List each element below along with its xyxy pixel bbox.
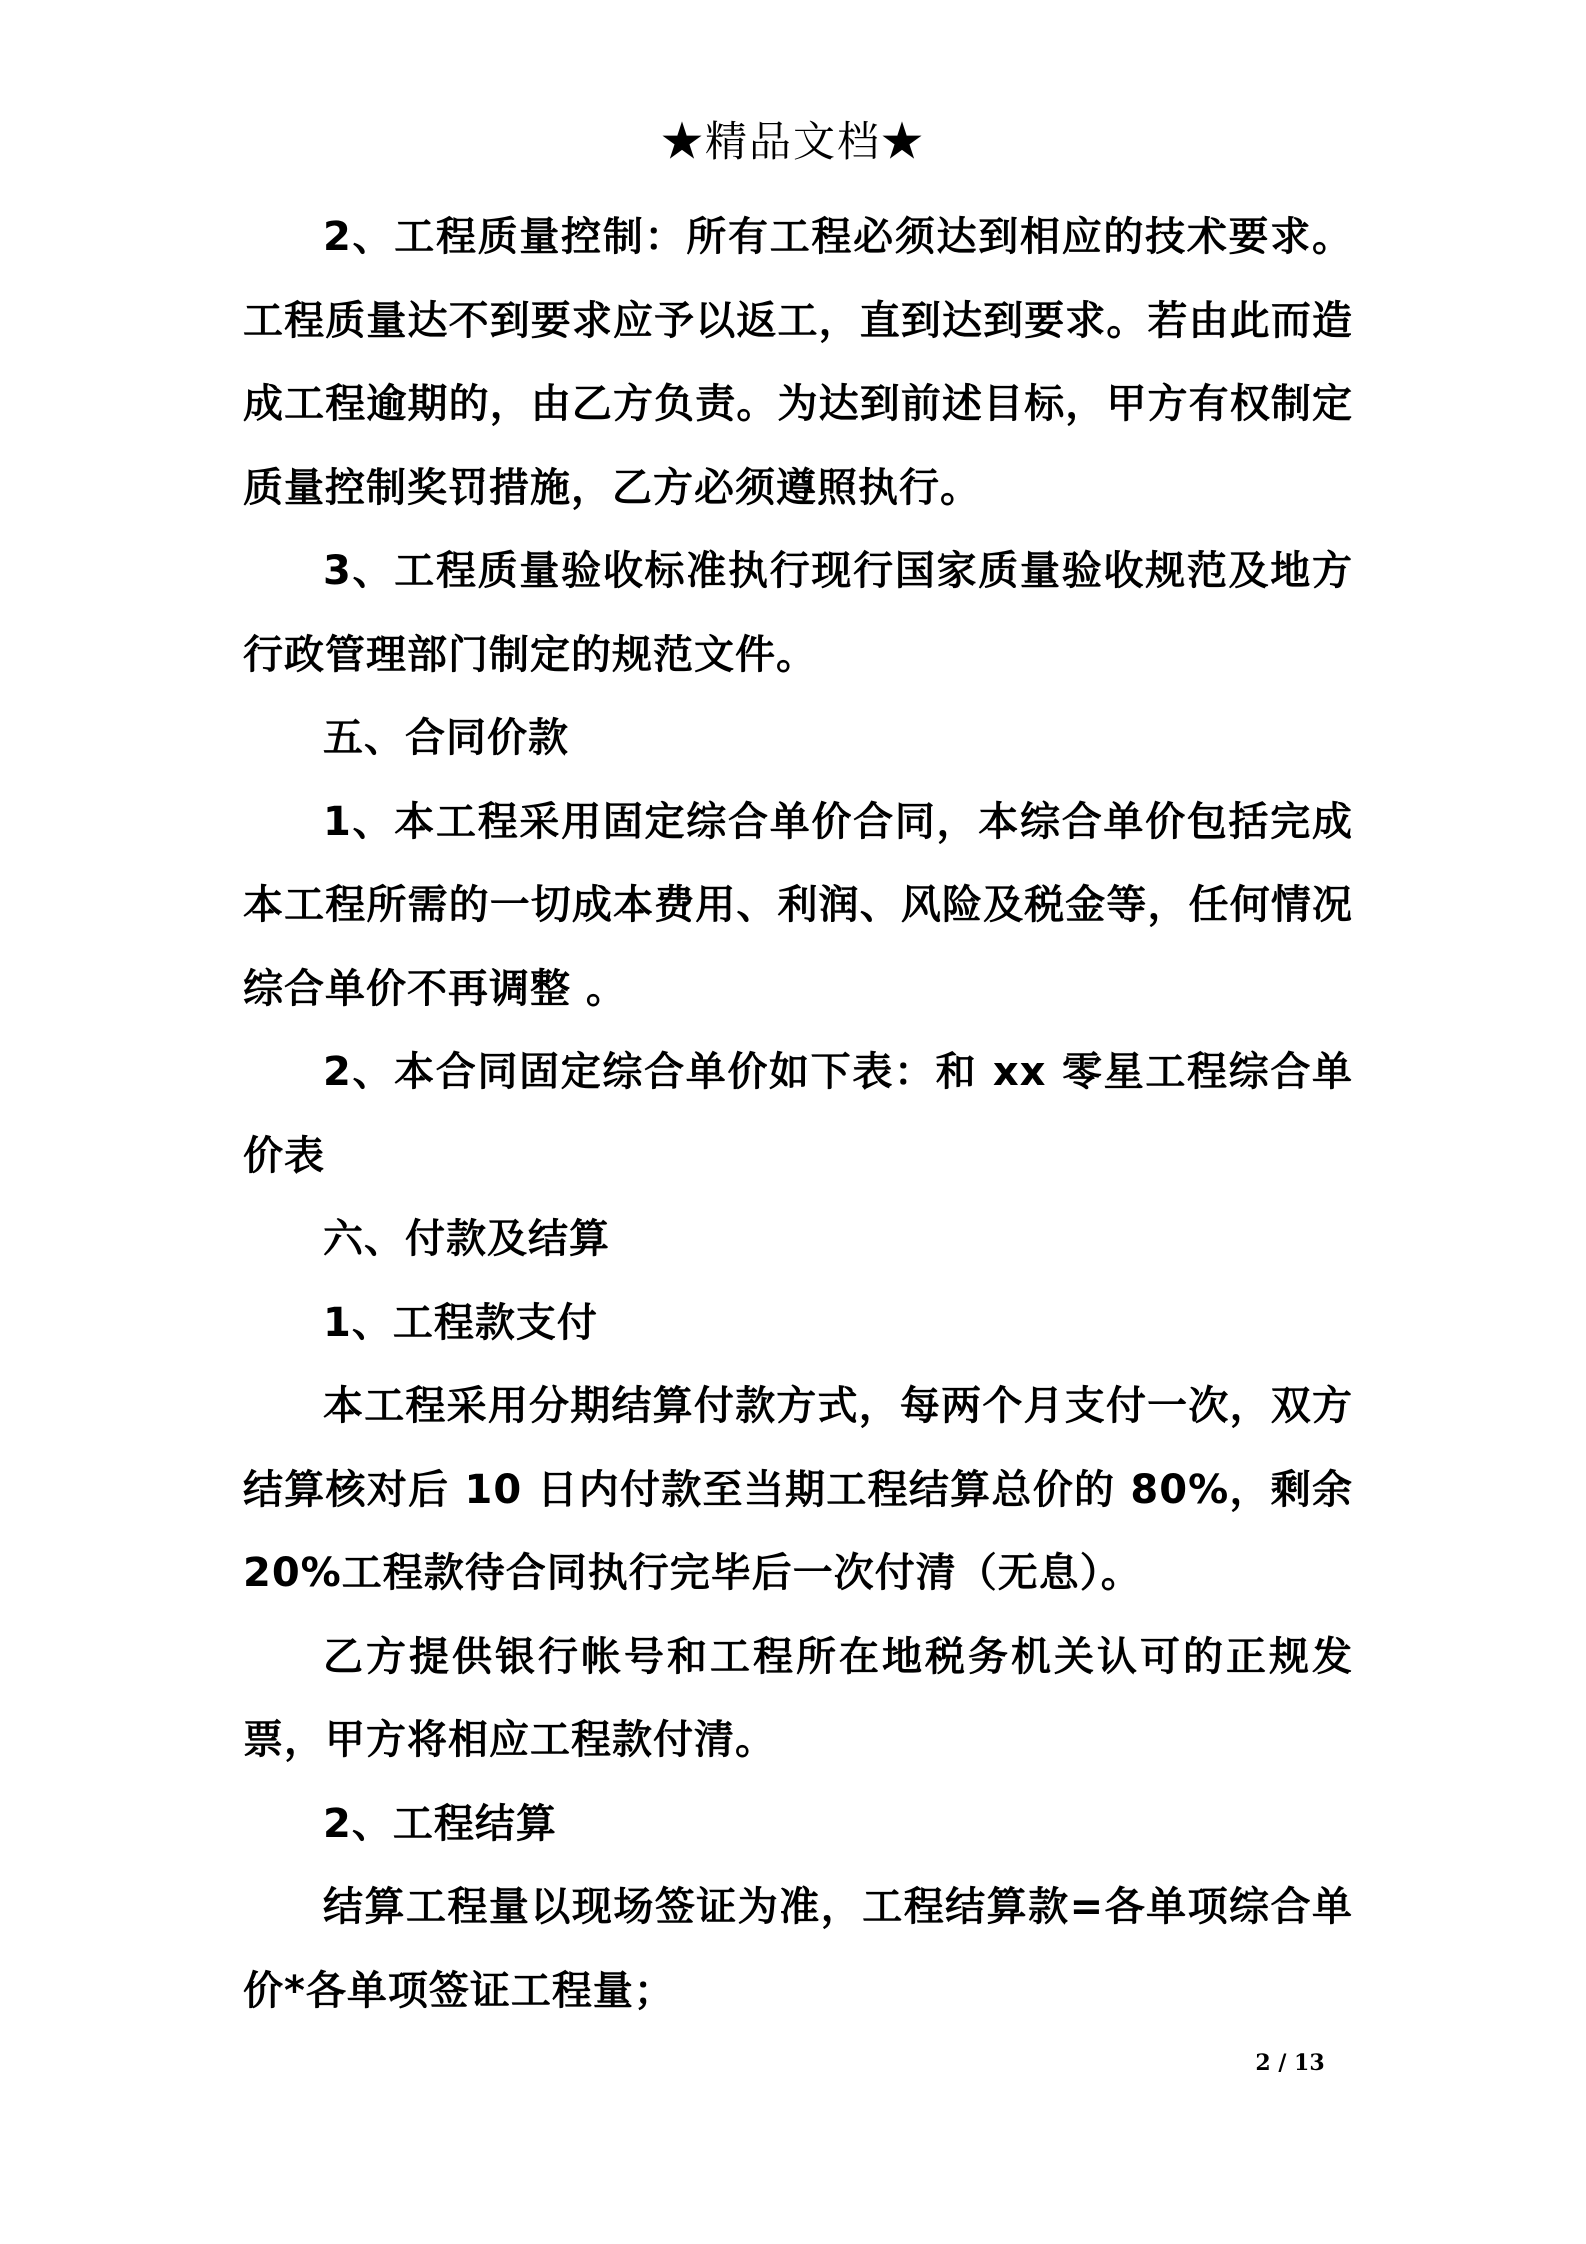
paragraph-quality-control: 2、工程质量控制：所有工程必须达到相应的技术要求。工程质量达不到要求应予以返工，直到达到要求。若由此而造成工程逾期的，由乙方负责。为达到前述目标，甲方有权制定质量控制奖罚措施，乙方必须遵照执行。: [243, 214, 1353, 511]
section-heading-contract-price: 五、合同价款: [323, 715, 569, 761]
paragraph-acceptance-standard: 3、工程质量验收标准执行现行国家质量验收规范及地方行政管理部门制定的规范文件。: [243, 548, 1353, 678]
paragraph-invoice-requirement: 乙方提供银行帐号和工程所在地税务机关认可的正规发票，甲方将相应工程款付清。: [243, 1633, 1353, 1763]
subheading-settlement: 2、工程结算: [323, 1800, 557, 1847]
document-header-title: ★精品文档★: [660, 117, 925, 166]
paragraph-fixed-unit-price: 1、本工程采用固定综合单价合同，本综合单价包括完成本工程所需的一切成本费用、利润、风险及税金等，任何情况综合单价不再调整 。: [243, 798, 1353, 1012]
page-indicator: 2 / 13: [1255, 2050, 1325, 2076]
section-heading-payment-settlement: 六、付款及结算: [323, 1216, 610, 1262]
paragraph-settlement-formula: 结算工程量以现场签证为准，工程结算款=各单项综合单价*各单项签证工程量；: [243, 1884, 1353, 2014]
document-body: [243, 196, 1353, 2033]
paragraph-unit-price-table: 2、本合同固定综合单价如下表：和 xx 零星工程综合单价表: [243, 1049, 1353, 1179]
subheading-payment: 1、工程款支付: [323, 1299, 598, 1346]
paragraph-installment-payment: 本工程采用分期结算付款方式，每两个月支付一次，双方结算核对后 10 日内付款至当期工程结算总价的 80%，剩余 20%工程款待合同执行完毕后一次付清（无息）。: [243, 1383, 1353, 1596]
